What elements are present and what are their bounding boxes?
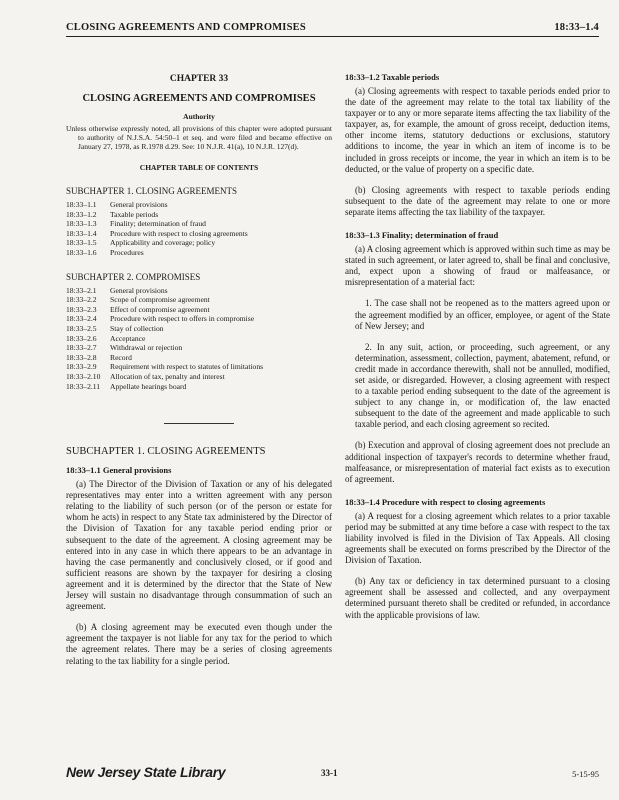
paragraph-1-2-b: (b) Closing agreements with respect to taxable periods ending subsequent to the date of the agreement may relate to one or more separate items affecting the tax liability of the taxpayer.	[345, 184, 610, 217]
paragraph-1-3-b: (b) Execution and approval of closing agreement does not preclude an additional inspection of taxpayer's records to determine whether fraud, malfeasance, or misrepresentation of material fact exists as to execution of agreement.	[345, 440, 610, 484]
toc-number: 18:33–2.6	[66, 333, 97, 343]
paragraph-1-1-a: (a) The Director of the Division of Taxation or any of his delegated representatives may enter into a written agreement with any person relating to the liability of such person (or of the person or estate for whom he acts) in respect to any State tax administered by the Director of the Division of Taxation for any taxable period ending prior or subsequent to the date of the agreement. A closing agreement may be entered into in any case in which there appears to be an advantage in having the case permanently and conclusively closed, or if good and sufficient reasons are shown by the taxpayer for desiring a closing agreement and it is determined by the director that the State of New Jersey will sustain no disadvantage through consummation of such an agreement.	[66, 479, 332, 612]
toc-row	[66, 238, 332, 248]
toc-number: 18:33–1.3	[66, 219, 97, 229]
toc-subchapter-2-list	[66, 286, 332, 392]
toc-row	[66, 200, 332, 210]
chapter-label: CHAPTER 33	[169, 74, 229, 84]
toc-heading: CHAPTER TABLE OF CONTENTS	[139, 163, 259, 172]
right-column	[345, 72, 610, 621]
toc-title: Record	[110, 352, 132, 362]
toc-title: Effect of compromise agreement	[110, 304, 210, 314]
toc-number: 18:33–2.11	[66, 381, 101, 391]
toc-title: Applicability and coverage; policy	[110, 238, 216, 248]
page-footer	[66, 764, 599, 786]
toc-number: 18:33–1.4	[66, 228, 97, 238]
paragraph-1-2-a: (a) Closing agreements with respect to taxable periods ended prior to the date of the agreement may relate to the total tax liability of the taxpayer or to any or more separate items affecting the tax liability of the taxpayer, as, for example, the amount of gross receipt, deduction items, other income items, statutory deductions or exclusions, statutory additions to income, the year in which an item of income is to be included in gross receipts or income, the year in which an item is to be deducted, or the value of property on a specific date.	[345, 86, 610, 174]
paragraph-1-1-b: (b) A closing agreement may be executed even though under the agreement the taxpayer is not liable for any tax for the period to which the agreement relates. There may be a series of closing agreements relating to the tax liability for a single period.	[66, 622, 332, 666]
toc-subchapter-2-heading: SUBCHAPTER 2. COMPROMISES	[66, 271, 201, 282]
toc-row	[66, 372, 332, 382]
toc-number: 18:33–2.7	[66, 343, 97, 353]
toc-row	[66, 210, 332, 220]
subchapter-1-heading: SUBCHAPTER 1. CLOSING AGREEMENTS	[66, 446, 266, 458]
toc-row	[66, 305, 332, 315]
toc-row	[66, 229, 332, 239]
section-heading-1-4: 18:33–1.4 Procedure with respect to closing agreements	[345, 496, 546, 507]
section-heading-1-2: 18:33–1.2 Taxable periods	[345, 72, 440, 82]
toc-title: Appellate hearings board	[110, 381, 187, 391]
toc-number: 18:33–2.3	[66, 304, 97, 314]
page-number: 33-1	[321, 768, 338, 778]
toc-number: 18:33–2.9	[66, 362, 97, 372]
toc-number: 18:33–2.10	[66, 371, 101, 381]
toc-row	[66, 343, 332, 353]
toc-row	[66, 314, 332, 324]
toc-row	[66, 248, 332, 258]
toc-title: Allocation of tax, penalty and interest	[110, 371, 225, 381]
toc-number: 18:33–2.8	[66, 352, 97, 362]
toc-title: Acceptance	[110, 333, 146, 343]
toc-row	[66, 362, 332, 372]
header-section-number: 18:33–1.4	[554, 22, 599, 33]
toc-number: 18:33–2.1	[66, 285, 97, 295]
paragraph-1-3-a: (a) A closing agreement which is approved within such time as may be stated in such agreement, or later agreed to, shall be final and conclusive, and, expect upon a showing of fraud or malfeasance, or misrepresentation of a material fact:	[345, 244, 610, 288]
toc-subchapter-1-list	[66, 200, 332, 258]
toc-title: Procedure with respect to offers in compromise	[110, 314, 255, 324]
toc-row	[66, 295, 332, 305]
paragraph-1-4-a: (a) A request for a closing agreement which relates to a prior taxable period may be submitted at any time before a case with respect to the tax liability involved is filed in the Division of Tax Appeals. All closing agreements shall be executed on forms prescribed by the Director of the Division of Taxation.	[345, 510, 610, 566]
toc-title: Procedure with respect to closing agreements	[110, 228, 248, 238]
paragraph-1-3-a-2: 2. In any suit, action, or proceeding, such agreement, or any determination, assessment, collection, payment, abatement, refund, or credit made in accordance therewith, shall not be annulled, modified, set aside, or disregarded. However, a closing agreement with respect to a taxable period ending subsequent to the date of the agreement is subject to any change in, or modification of, the law enacted subsequent to the date of the agreement and made applicable to such taxable period, and each closing agreement so recited.	[355, 341, 610, 430]
running-header	[66, 18, 599, 37]
toc-title: Finality; determination of fraud	[110, 219, 206, 229]
left-column	[66, 72, 332, 667]
toc-number: 18:33–1.1	[66, 200, 97, 209]
toc-number: 18:33–1.6	[66, 247, 97, 257]
header-title: CLOSING AGREEMENTS AND COMPROMISES	[66, 22, 306, 33]
toc-title: Withdrawal or rejection	[110, 343, 183, 353]
section-heading-1-1: 18:33–1.1 General provisions	[66, 465, 172, 476]
revision-date: 5-15-95	[572, 769, 599, 779]
toc-title: General provisions	[110, 200, 168, 209]
toc-subchapter-1-heading: SUBCHAPTER 1. CLOSING AGREEMENTS	[66, 186, 238, 196]
toc-title: Requirement with respect to statutes of limitations	[110, 362, 264, 372]
toc-number: 18:33–2.5	[66, 323, 97, 333]
paragraph-1-4-b: (b) Any tax or deficiency in tax determined pursuant to a closing agreement shall be assessed and collected, and any overpayment determined pursuant thereto shall be credited or refunded, in accordance with the applicable provisions of law.	[345, 576, 610, 620]
toc-title: Taxable periods	[110, 209, 159, 219]
toc-row	[66, 324, 332, 334]
toc-row	[66, 353, 332, 363]
toc-row	[66, 286, 332, 296]
toc-title: General provisions	[110, 285, 168, 295]
toc-title: Stay of collection	[110, 323, 164, 333]
toc-row	[66, 219, 332, 229]
toc-number: 18:33–2.4	[66, 314, 97, 324]
toc-row	[66, 382, 332, 392]
authority-heading: Authority	[183, 112, 215, 121]
paragraph-1-3-a-1: 1. The case shall not be reopened as to the matters agreed upon or the agreement modified by an officer, employee, or agent of the State of New Jersey; and	[355, 298, 610, 331]
section-divider	[164, 423, 234, 424]
chapter-title: CLOSING AGREEMENTS AND COMPROMISES	[82, 93, 316, 104]
section-heading-1-3: 18:33–1.3 Finality; determination of fraud	[345, 230, 499, 241]
toc-number: 18:33–2.2	[66, 295, 97, 305]
toc-number: 18:33–1.5	[66, 238, 97, 248]
authority-text: Unless otherwise expressly noted, all provisions of this chapter were adopted pursuant to authority of N.J.S.A. 54:50–1 et seq. and were filed and became effective on January 27, 1978, as R.1978 d.29. See: 10 N.J.R. 41(a), 10 N.J.R. 127(d).	[66, 124, 332, 151]
library-logo: New Jersey State Library	[66, 764, 226, 780]
toc-number: 18:33–1.2	[66, 209, 97, 219]
toc-title: Scope of compromise agreement	[110, 295, 210, 305]
toc-title: Procedures	[110, 247, 144, 257]
toc-row	[66, 334, 332, 344]
